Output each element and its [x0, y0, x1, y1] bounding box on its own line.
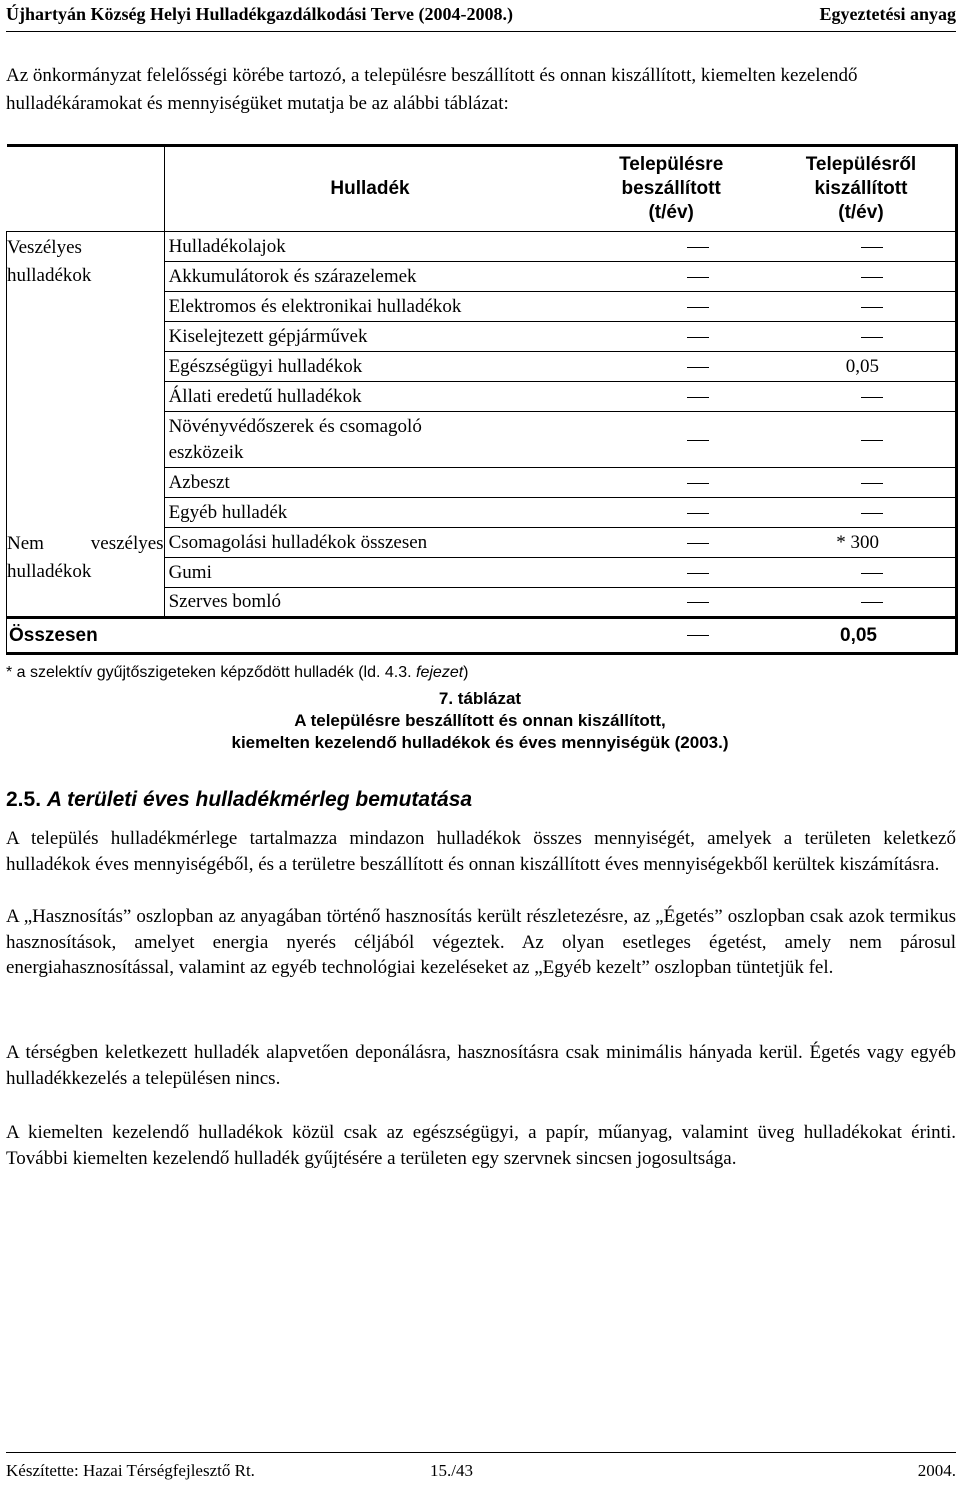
dash-mark: [687, 247, 709, 248]
footnote-end: ): [463, 664, 469, 681]
value-in-cell: [575, 232, 766, 262]
paragraph-1: A település hulladékmérlege tartalmazza mindazon hulladékok összes mennyiségét, amelyek a területen keletkező hulladékok éves mennyiségéből, és a területre beszállított és onnan kiszállított éves mennyiségekből kerültek kiszámításra.: [6, 828, 956, 875]
dash-mark: [687, 367, 709, 368]
dash-mark: [861, 573, 883, 574]
category-cell: Nem veszélyes hulladékok: [7, 528, 165, 618]
value-in-cell: [575, 588, 766, 618]
value-out-cell: [767, 292, 957, 322]
waste-name-cell: Akkumulátorok és szárazelemek: [164, 262, 575, 292]
value-out-cell: [767, 412, 957, 468]
header-title: Újhartyán Község Helyi Hulladékgazdálkodási Terve (2004-2008.): [6, 4, 514, 24]
paragraph-3: A térségben keletkezett hulladék alapvetően deponálásra, hasznosításra csak minimális hányada kerül. Égetés vagy egyéb hulladékkezelés a településen nincs.: [6, 1042, 956, 1089]
table-row: [7, 232, 957, 262]
dash-mark: [861, 307, 883, 308]
section-heading: [6, 788, 472, 812]
table-header-row: [7, 146, 957, 232]
value-in-cell: [575, 322, 766, 352]
footnote-italic: fejezet: [416, 664, 464, 681]
dash-mark: [861, 513, 883, 514]
value-in-cell: [575, 292, 766, 322]
footnote-text: * a szelektív gyűjtőszigeteken képződött hulladék (ld. 4.3.: [6, 664, 417, 681]
dash-mark: [861, 337, 883, 338]
dash-mark: [687, 397, 709, 398]
value-out-cell: [767, 382, 957, 412]
header-out-line3: (t/év): [838, 202, 884, 223]
footer-page-number: 15./43: [430, 1461, 473, 1480]
section-number: 2.5.: [6, 788, 42, 811]
value-out-cell: [767, 558, 957, 588]
caption-line1: A településre beszállított és onnan kiszállított,: [294, 711, 666, 730]
dash-mark: [687, 573, 709, 574]
dash-mark: [861, 440, 883, 441]
value-in-cell: [575, 352, 766, 382]
waste-name-cell: Csomagolási hulladékok összesen: [164, 528, 575, 558]
total-row: [7, 618, 957, 654]
waste-name-cell: Szerves bomló: [164, 588, 575, 618]
header-out-line1: Településről: [805, 154, 917, 175]
dash-mark: [687, 440, 709, 441]
waste-table: [6, 144, 958, 655]
waste-name-cell: Kiselejtezett gépjárművek: [164, 322, 575, 352]
value-out-cell: [767, 232, 957, 262]
caption-line2: kiemelten kezelendő hulladékok és éves mennyiségük (2003.): [231, 733, 729, 752]
waste-name-cell: Állati eredetű hulladékok: [164, 382, 575, 412]
dash-mark: [861, 277, 883, 278]
dash-mark: [861, 397, 883, 398]
header-in-line2: beszállított: [621, 178, 721, 199]
category-cell: Veszélyes hulladékok: [7, 232, 165, 528]
waste-name-cell: Gumi: [164, 558, 575, 588]
waste-name-cell: Azbeszt: [164, 468, 575, 498]
total-out: 0,05: [767, 618, 957, 654]
value-out-cell: [767, 588, 957, 618]
value-out-cell: [767, 322, 957, 352]
paragraph-2: A „Hasznosítás” oszlopban az anyagában történő hasznosítás került részletezésre, az „Égetés” oszlopban csak azok termikus hasznosítások, amelyet energia nyerés céljából végeztek. Az olyan esetleges égetést, amely nem párosul energiahasznosítással, valamint az egyéb technológiai kezeléseket az „Egyéb kezelt” oszlopban tüntetjük fel.: [6, 906, 956, 978]
value-in-cell: [575, 468, 766, 498]
header-status: Egyeztetési anyag: [819, 4, 956, 24]
value-in-cell: [575, 382, 766, 412]
value-in-cell: [575, 558, 766, 588]
caption-number: 7. táblázat: [438, 689, 522, 708]
header-out-line2: kiszállított: [814, 178, 908, 199]
waste-name-cell: Egyéb hulladék: [164, 498, 575, 528]
dash-mark: [861, 483, 883, 484]
value-in-cell: [575, 412, 766, 468]
intro-paragraph: Az önkormányzat felelősségi körébe tartozó, a településre beszállított és onnan kiszállított, kiemelten kezelendő hulladékáramokat és mennyiségüket mutatja be az alábbi táblázat:: [6, 65, 858, 114]
dash-mark: [687, 277, 709, 278]
table-caption: [0, 688, 960, 754]
total-in: [575, 618, 766, 654]
value-in-cell: [575, 262, 766, 292]
section-title: A területi éves hulladékmérleg bemutatása: [46, 788, 473, 811]
dash-mark: [687, 337, 709, 338]
table-footnote: [6, 664, 468, 682]
waste-name-cell: Elektromos és elektronikai hulladékok: [164, 292, 575, 322]
header-in-line3: (t/év): [648, 202, 694, 223]
dash-mark: [687, 543, 709, 544]
waste-name-cell: Hulladékolajok: [164, 232, 575, 262]
header-in: [575, 146, 766, 232]
header-out: [767, 146, 957, 232]
paragraph-4: A kiemelten kezelendő hulladékok közül csak az egészségügyi, a papír, műanyag, valamint üveg hulladékokat érinti. További kiemelten kezelendő hulladék gyűjtésére a területen egy szervnek sincsen jogosultsága.: [6, 1122, 956, 1169]
dash-mark: [861, 247, 883, 248]
page-footer: [6, 1452, 956, 1488]
value-out-cell: * 300: [767, 528, 957, 558]
footer-author: Készítette: Hazai Térségfejlesztő Rt.: [6, 1461, 255, 1480]
dash-mark: [687, 635, 709, 636]
value-in-cell: [575, 528, 766, 558]
table-body: [7, 232, 957, 618]
page-header: [6, 4, 956, 32]
dash-mark: [687, 307, 709, 308]
dash-mark: [687, 483, 709, 484]
value-out-cell: 0,05: [767, 352, 957, 382]
dash-mark: [687, 513, 709, 514]
waste-name-cell: Növényvédőszerek és csomagoló eszközeik: [164, 412, 575, 468]
footer-year: 2004.: [917, 1461, 956, 1480]
waste-name-cell: Egészségügyi hulladékok: [164, 352, 575, 382]
value-out-cell: [767, 498, 957, 528]
header-empty-cell: [7, 146, 165, 232]
value-out-cell: [767, 468, 957, 498]
header-waste: Hulladék: [164, 146, 575, 232]
table-row: [7, 528, 957, 558]
total-label: Összesen: [7, 618, 576, 654]
value-out-cell: [767, 262, 957, 292]
value-in-cell: [575, 498, 766, 528]
dash-mark: [687, 602, 709, 603]
header-in-line1: Településre: [619, 154, 724, 175]
dash-mark: [861, 602, 883, 603]
